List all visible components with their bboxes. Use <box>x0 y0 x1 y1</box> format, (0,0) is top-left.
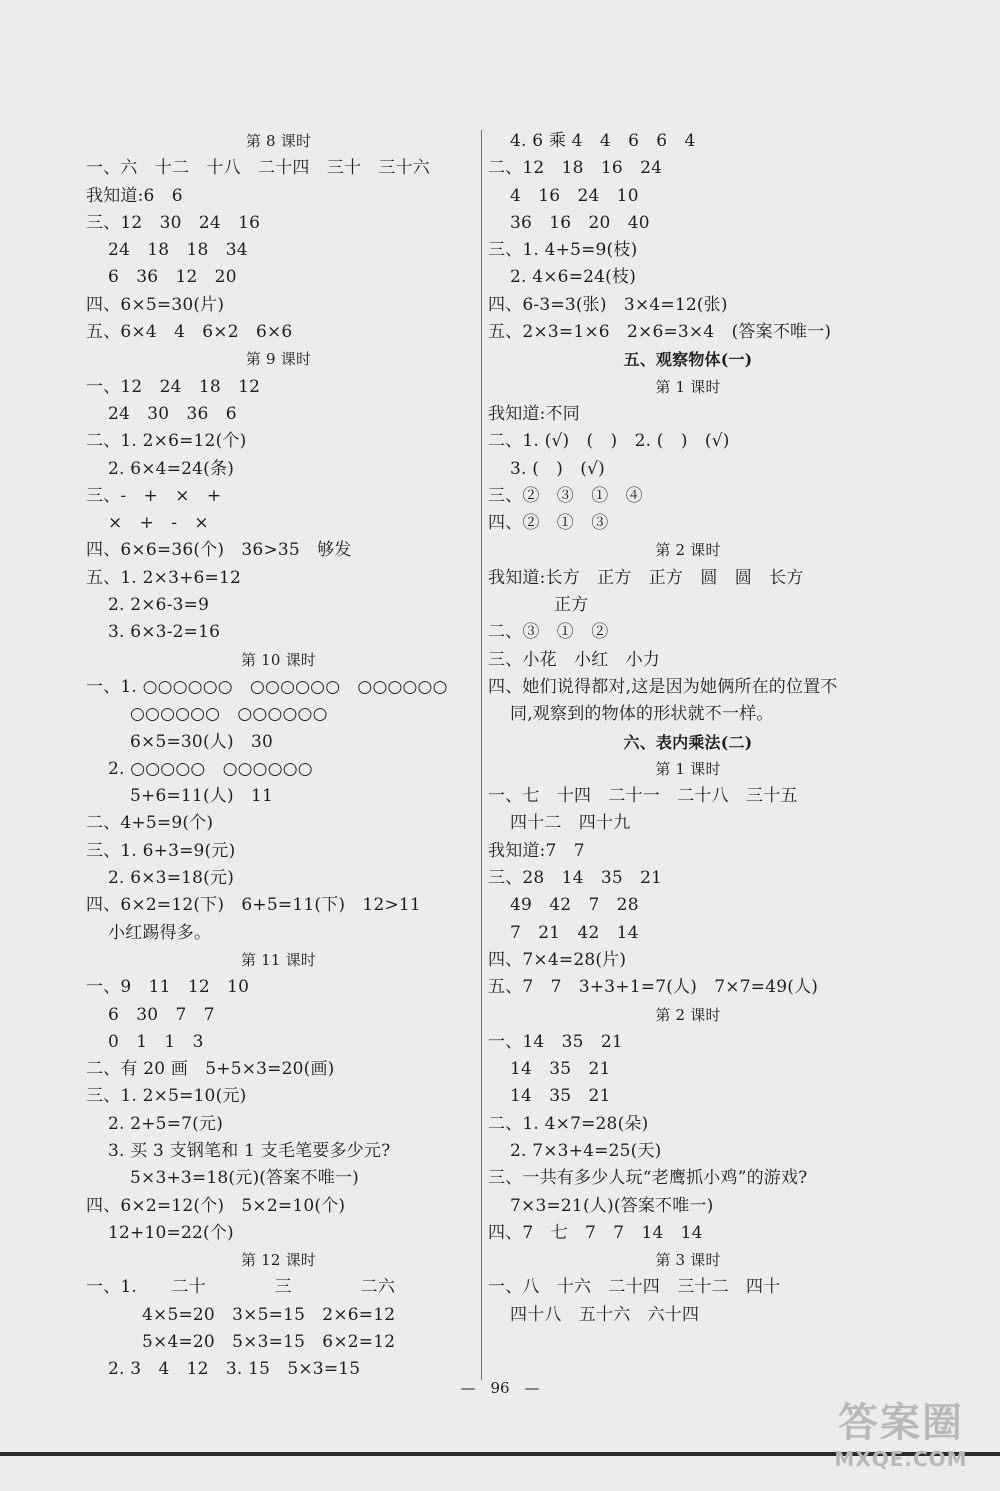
answer-line: 五、7 7 3+3+1=7(人) 7×7=49(人) <box>488 977 819 998</box>
answer-line: 四、6×2=12(个) 5×2=10(个) <box>86 1195 346 1216</box>
answer-line: 二、1. 2×6=12(个) <box>86 431 247 452</box>
answer-line: 一、12 24 18 12 <box>86 376 261 397</box>
answer-line: 同,观察到的物体的形状就不一样。 <box>510 704 774 725</box>
answer-line: 五、6×4 4 6×2 6×6 <box>86 322 293 343</box>
answer-line: 三、12 30 24 16 <box>86 212 261 233</box>
answer-line: 三、1. 2×5=10(元) <box>86 1086 247 1107</box>
answer-line: 2. 7×3+4=25(天) <box>510 1140 662 1161</box>
answer-line: 一、14 35 21 <box>488 1031 623 1052</box>
answer-line: 三、1. 6+3=9(元) <box>86 840 236 861</box>
column-divider <box>481 130 482 1380</box>
section-heading: 六、表内乘法(二) <box>623 732 753 752</box>
answer-line: 5×3+3=18(元)(答案不唯一) <box>130 1168 359 1189</box>
lesson-heading: 第 2 课时 <box>655 1005 721 1024</box>
lesson-heading: 第 9 课时 <box>245 350 312 369</box>
answer-line: 一、1. ○○○○○○ ○○○○○○ ○○○○○○ <box>86 676 448 697</box>
answer-line: 3. 买 3 支钢笔和 1 支毛笔要多少元? <box>108 1140 391 1161</box>
answer-line: 三、一共有多少人玩“老鹰抓小鸡”的游戏? <box>488 1168 808 1189</box>
left-column <box>86 128 471 1384</box>
answer-line: ○○○○○○ ○○○○○○ <box>130 704 328 725</box>
answer-line: 6 30 7 7 <box>108 1004 215 1025</box>
answer-line: 一、1. 二十 三 二六 <box>86 1277 396 1298</box>
right-column <box>488 128 888 1329</box>
answer-line: 二、有 20 画 5+5×3=20(画) <box>86 1059 335 1080</box>
answer-line: 四、6×6=36(个) 36>35 够发 <box>86 540 352 561</box>
answer-line: 24 30 36 6 <box>108 403 237 424</box>
watermark-site: MXQE.COM <box>834 1447 968 1471</box>
watermark <box>816 1399 986 1483</box>
page-number: — 96 — <box>460 1379 540 1397</box>
answer-line: 四、6×5=30(片) <box>86 294 225 315</box>
answer-line: 三、小花 小红 小力 <box>488 649 660 670</box>
lesson-heading: 第 12 课时 <box>240 1251 317 1270</box>
answer-line: 我知道:不同 <box>488 403 580 424</box>
answer-line: 2. 4×6=24(枝) <box>510 267 637 288</box>
answer-line: 五、1. 2×3+6=12 <box>86 567 242 588</box>
answer-line: 7×3=21(人)(答案不唯一) <box>510 1195 714 1216</box>
answer-line: 三、- + × + <box>86 485 222 506</box>
answer-line: 6×5=30(人) 30 <box>130 731 274 752</box>
answer-line: 三、1. 4+5=9(枝) <box>488 240 638 261</box>
section-heading: 五、观察物体(一) <box>623 350 753 370</box>
answer-line: 四、7×4=28(片) <box>488 949 627 970</box>
answer-line: 12+10=22(个) <box>108 1222 234 1243</box>
answer-line: 一、六 十二 十八 二十四 三十 三十六 <box>86 158 430 179</box>
answer-line: 我知道:6 6 <box>86 185 183 206</box>
answer-line: 5+6=11(人) 11 <box>130 786 274 807</box>
answer-line: 2. 6×4=24(条) <box>108 458 235 479</box>
answer-line: 二、1. 4×7=28(朵) <box>488 1113 649 1134</box>
answer-line: 四、6×2=12(下) 6+5=11(下) 12>11 <box>86 895 421 916</box>
answer-line: 一、八 十六 二十四 三十二 四十 <box>488 1277 781 1298</box>
watermark-logo: 答案圈 <box>838 1400 964 1446</box>
answer-line: 二、③ ① ② <box>488 622 609 643</box>
answer-line: 小红踢得多。 <box>108 922 212 943</box>
answer-line: 五、2×3=1×6 2×6=3×4 (答案不唯一) <box>488 322 832 343</box>
answer-line: 一、9 11 12 10 <box>86 977 250 998</box>
answer-line: 4 16 24 10 <box>510 185 639 206</box>
answer-line: 7 21 42 14 <box>510 922 639 943</box>
answer-line: 三、② ③ ① ④ <box>488 485 643 506</box>
answer-line: 2. 2+5=7(元) <box>108 1113 224 1134</box>
answer-line: 2. ○○○○○ ○○○○○○ <box>108 758 313 779</box>
answer-line: 14 35 21 <box>510 1059 611 1080</box>
answer-line: 四、她们说得都对,这是因为她俩所在的位置不 <box>488 676 838 697</box>
answer-line: 四十二 四十九 <box>510 813 631 834</box>
lesson-heading: 第 3 课时 <box>655 1251 721 1270</box>
answer-line: 我知道:7 7 <box>488 840 585 861</box>
answer-line: 3. 6×3-2=16 <box>108 622 221 643</box>
answer-line: 四、6-3=3(张) 3×4=12(张) <box>488 294 728 315</box>
answer-line: 6 36 12 20 <box>108 267 237 288</box>
lesson-heading: 第 2 课时 <box>655 541 721 560</box>
answer-line: 2. 2×6-3=9 <box>108 595 210 616</box>
answer-line: 49 42 7 28 <box>510 895 639 916</box>
answer-line: 一、七 十四 二十一 二十八 三十五 <box>488 786 798 807</box>
answer-line: 4. 6 乘 4 4 6 6 4 <box>510 131 696 151</box>
answer-line: 正方 <box>554 595 589 616</box>
answer-line: 三、28 14 35 21 <box>488 868 663 889</box>
answer-line: × + - × <box>108 513 209 534</box>
lesson-heading: 第 11 课时 <box>240 950 317 969</box>
answer-line: 4×5=20 3×5=15 2×6=12 <box>142 1304 396 1325</box>
answer-line: 2. 6×3=18(元) <box>108 868 235 889</box>
answer-line: 0 1 1 3 <box>108 1031 204 1052</box>
answer-line: 二、12 18 16 24 <box>488 158 663 179</box>
answer-line: 36 16 20 40 <box>510 212 650 233</box>
lesson-heading: 第 8 课时 <box>245 132 312 150</box>
answer-line: 四十八 五十六 六十四 <box>510 1304 700 1325</box>
answer-line: 二、1. (√) ( ) 2. ( ) (√) <box>488 431 730 452</box>
answer-line: 我知道:长方 正方 正方 圆 圆 长方 <box>488 567 804 588</box>
lesson-heading: 第 10 课时 <box>240 650 317 669</box>
answer-line: 二、4+5=9(个) <box>86 813 214 834</box>
answer-line: 四、7 七 7 7 14 14 <box>488 1222 703 1243</box>
answer-line: 2. 3 4 12 3. 15 5×3=15 <box>108 1359 361 1380</box>
answer-line: 24 18 18 34 <box>108 240 248 261</box>
lesson-heading: 第 1 课时 <box>655 377 721 396</box>
lesson-heading: 第 1 课时 <box>655 759 721 778</box>
answer-line: 3. ( ) (√) <box>510 458 605 479</box>
answer-line: 5×4=20 5×3=15 6×2=12 <box>142 1332 396 1353</box>
answer-line: 14 35 21 <box>510 1086 611 1107</box>
answer-line: 四、② ① ③ <box>488 513 609 534</box>
